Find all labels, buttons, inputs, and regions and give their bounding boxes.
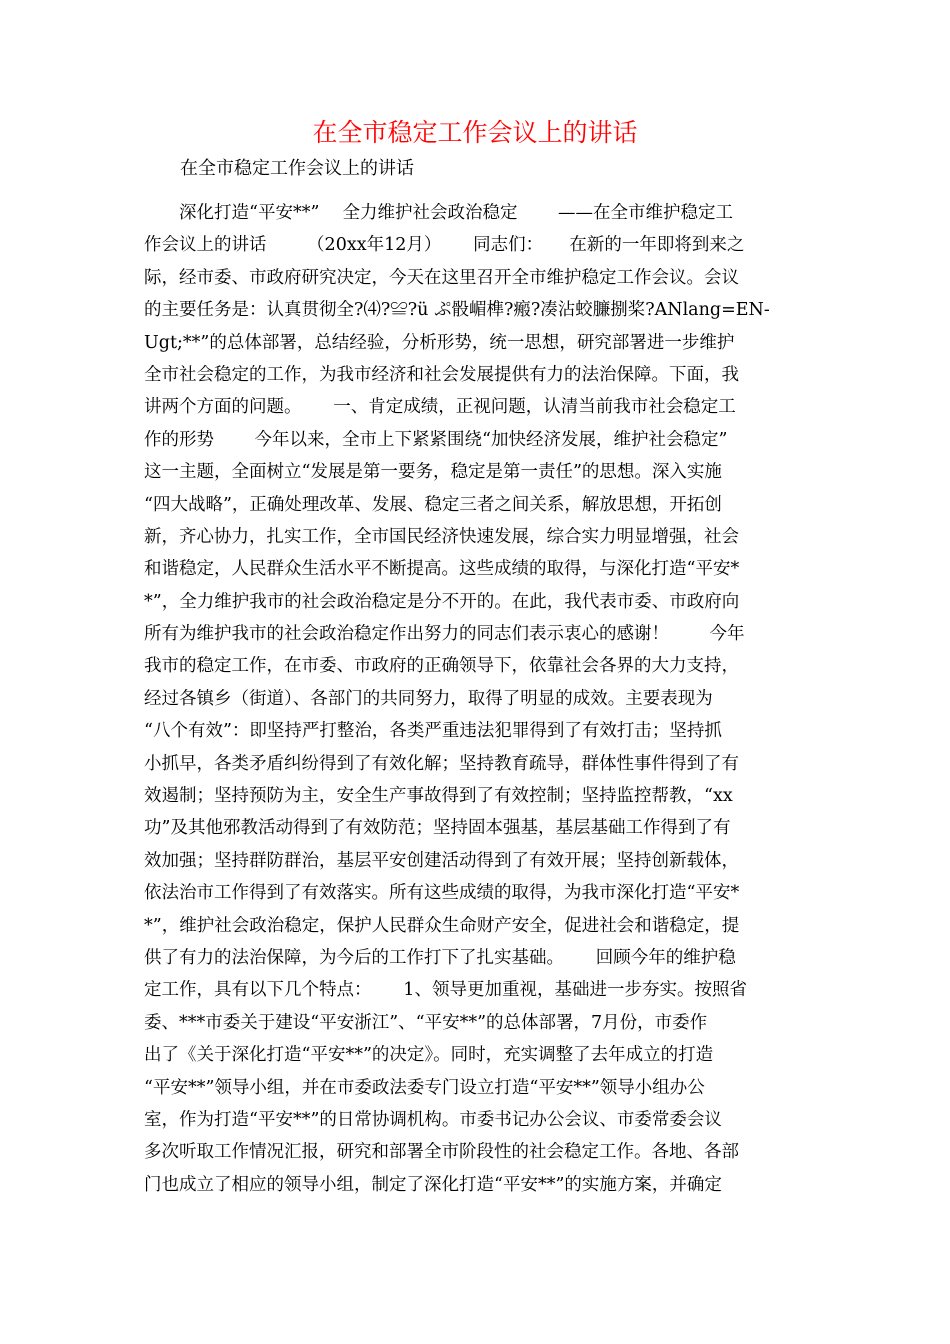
body-line: 功”及其他邪教活动得到了有效防范；坚持固本强基，基层基础工作得到了有 bbox=[144, 818, 731, 839]
body-line: 深化打造“平安**” 全力维护社会政治稳定 ——在全市维护稳定工 bbox=[144, 203, 734, 223]
body-line: Ugt;**”的总体部署，总结经验，分析形势，统一思想，研究部署进一步维护 bbox=[144, 332, 735, 353]
body-line: 定工作，具有以下几个特点： 1、领导更加重视，基础进一步夯实。按照省 bbox=[144, 980, 747, 1001]
body-line: 作的形势 今年以来，全市上下紧紧围绕“加快经济发展，维护社会稳定” bbox=[144, 429, 728, 450]
document-body bbox=[144, 197, 806, 1201]
body-line: 全市社会稳定的工作，为我市经济和社会发展提供有力的法治保障。下面，我 bbox=[144, 364, 739, 385]
body-line: 效加强；坚持群防群治，基层平安创建活动得到了有效开展；坚持创新载体， bbox=[144, 850, 739, 871]
body-line: 讲两个方面的问题。 一、肯定成绩，正视问题，认清当前我市社会稳定工 bbox=[144, 397, 736, 418]
body-line: 新，齐心协力，扎实工作，全市国民经济快速发展，综合实力明显增强，社会 bbox=[144, 526, 739, 547]
document-subtitle: 在全市稳定工作会议上的讲话 bbox=[180, 158, 414, 179]
body-line: 这一主题，全面树立“发展是第一要务，稳定是第一责任”的思想。深入实施 bbox=[144, 462, 722, 483]
body-line: 作会议上的讲话 （20xx年12月） 同志们： 在新的一年即将到来之 bbox=[144, 235, 745, 256]
body-line: “平安**”领导小组，并在市委政法委专门设立打造“平安**”领导小组办公 bbox=[144, 1077, 705, 1098]
body-line: 所有为维护我市的社会政治稳定作出努力的同志们表示衷心的感谢！ 今年 bbox=[144, 624, 745, 645]
body-line: 和谐稳定，人民群众生活水平不断提高。这些成绩的取得，与深化打造“平安* bbox=[144, 559, 740, 580]
body-line: 室，作为打造“平安**”的日常协调机构。市委书记办公会议、市委常委会议 bbox=[144, 1109, 722, 1130]
body-line: 供了有力的法治保障，为今后的工作打下了扎实基础。 回顾今年的维护稳 bbox=[144, 947, 736, 968]
body-line: 际，经市委、市政府研究决定，今天在这里召开全市维护稳定工作会议。会议 bbox=[144, 267, 739, 288]
body-line: 经过各镇乡（街道）、各部门的共同努力，取得了明显的成效。主要表现为 bbox=[144, 688, 713, 709]
body-line: *”，全力维护我市的社会政治稳定是分不开的。在此，我代表市委、市政府向 bbox=[144, 591, 740, 612]
body-line: 我市的稳定工作，在市委、市政府的正确领导下，依靠社会各界的大力支持， bbox=[144, 656, 739, 677]
body-line: 依法治市工作得到了有效落实。所有这些成绩的取得，为我市深化打造“平安* bbox=[144, 883, 740, 904]
body-line: “四大战略”，正确处理改革、发展、稳定三者之间关系，解放思想，开拓创 bbox=[144, 494, 722, 515]
body-line: 的主要任务是：认真贯彻全?⑷?≌?ü ぷ骰嵋榫?瘢?凑沾蛟臁捌桨?ANlang=EN- bbox=[144, 300, 770, 321]
body-line: “八个有效”：即坚持严打整治，各类严重违法犯罪得到了有效打击；坚持抓 bbox=[144, 721, 722, 742]
body-line: 小抓早，各类矛盾纠纷得到了有效化解；坚持教育疏导，群体性事件得到了有 bbox=[144, 753, 739, 774]
document-title: 在全市稳定工作会议上的讲话 bbox=[312, 118, 638, 147]
body-line: 门也成立了相应的领导小组，制定了深化打造“平安**”的实施方案，并确定 bbox=[144, 1174, 722, 1195]
body-line: 出了《关于深化打造“平安**”的决定》。同时，充实调整了去年成立的打造 bbox=[144, 1045, 714, 1066]
body-line: 多次听取工作情况汇报，研究和部署全市阶段性的社会稳定工作。各地、各部 bbox=[144, 1142, 739, 1163]
body-line: *”，维护社会政治稳定，保护人民群众生命财产安全，促进社会和谐稳定，提 bbox=[144, 915, 740, 936]
body-line: 委、***市委关于建设“平安浙江”、“平安**”的总体部署，7月份，市委作 bbox=[144, 1012, 708, 1033]
body-line: 效遏制；坚持预防为主，安全生产事故得到了有效控制；坚持监控帮教，“xx bbox=[144, 786, 733, 807]
